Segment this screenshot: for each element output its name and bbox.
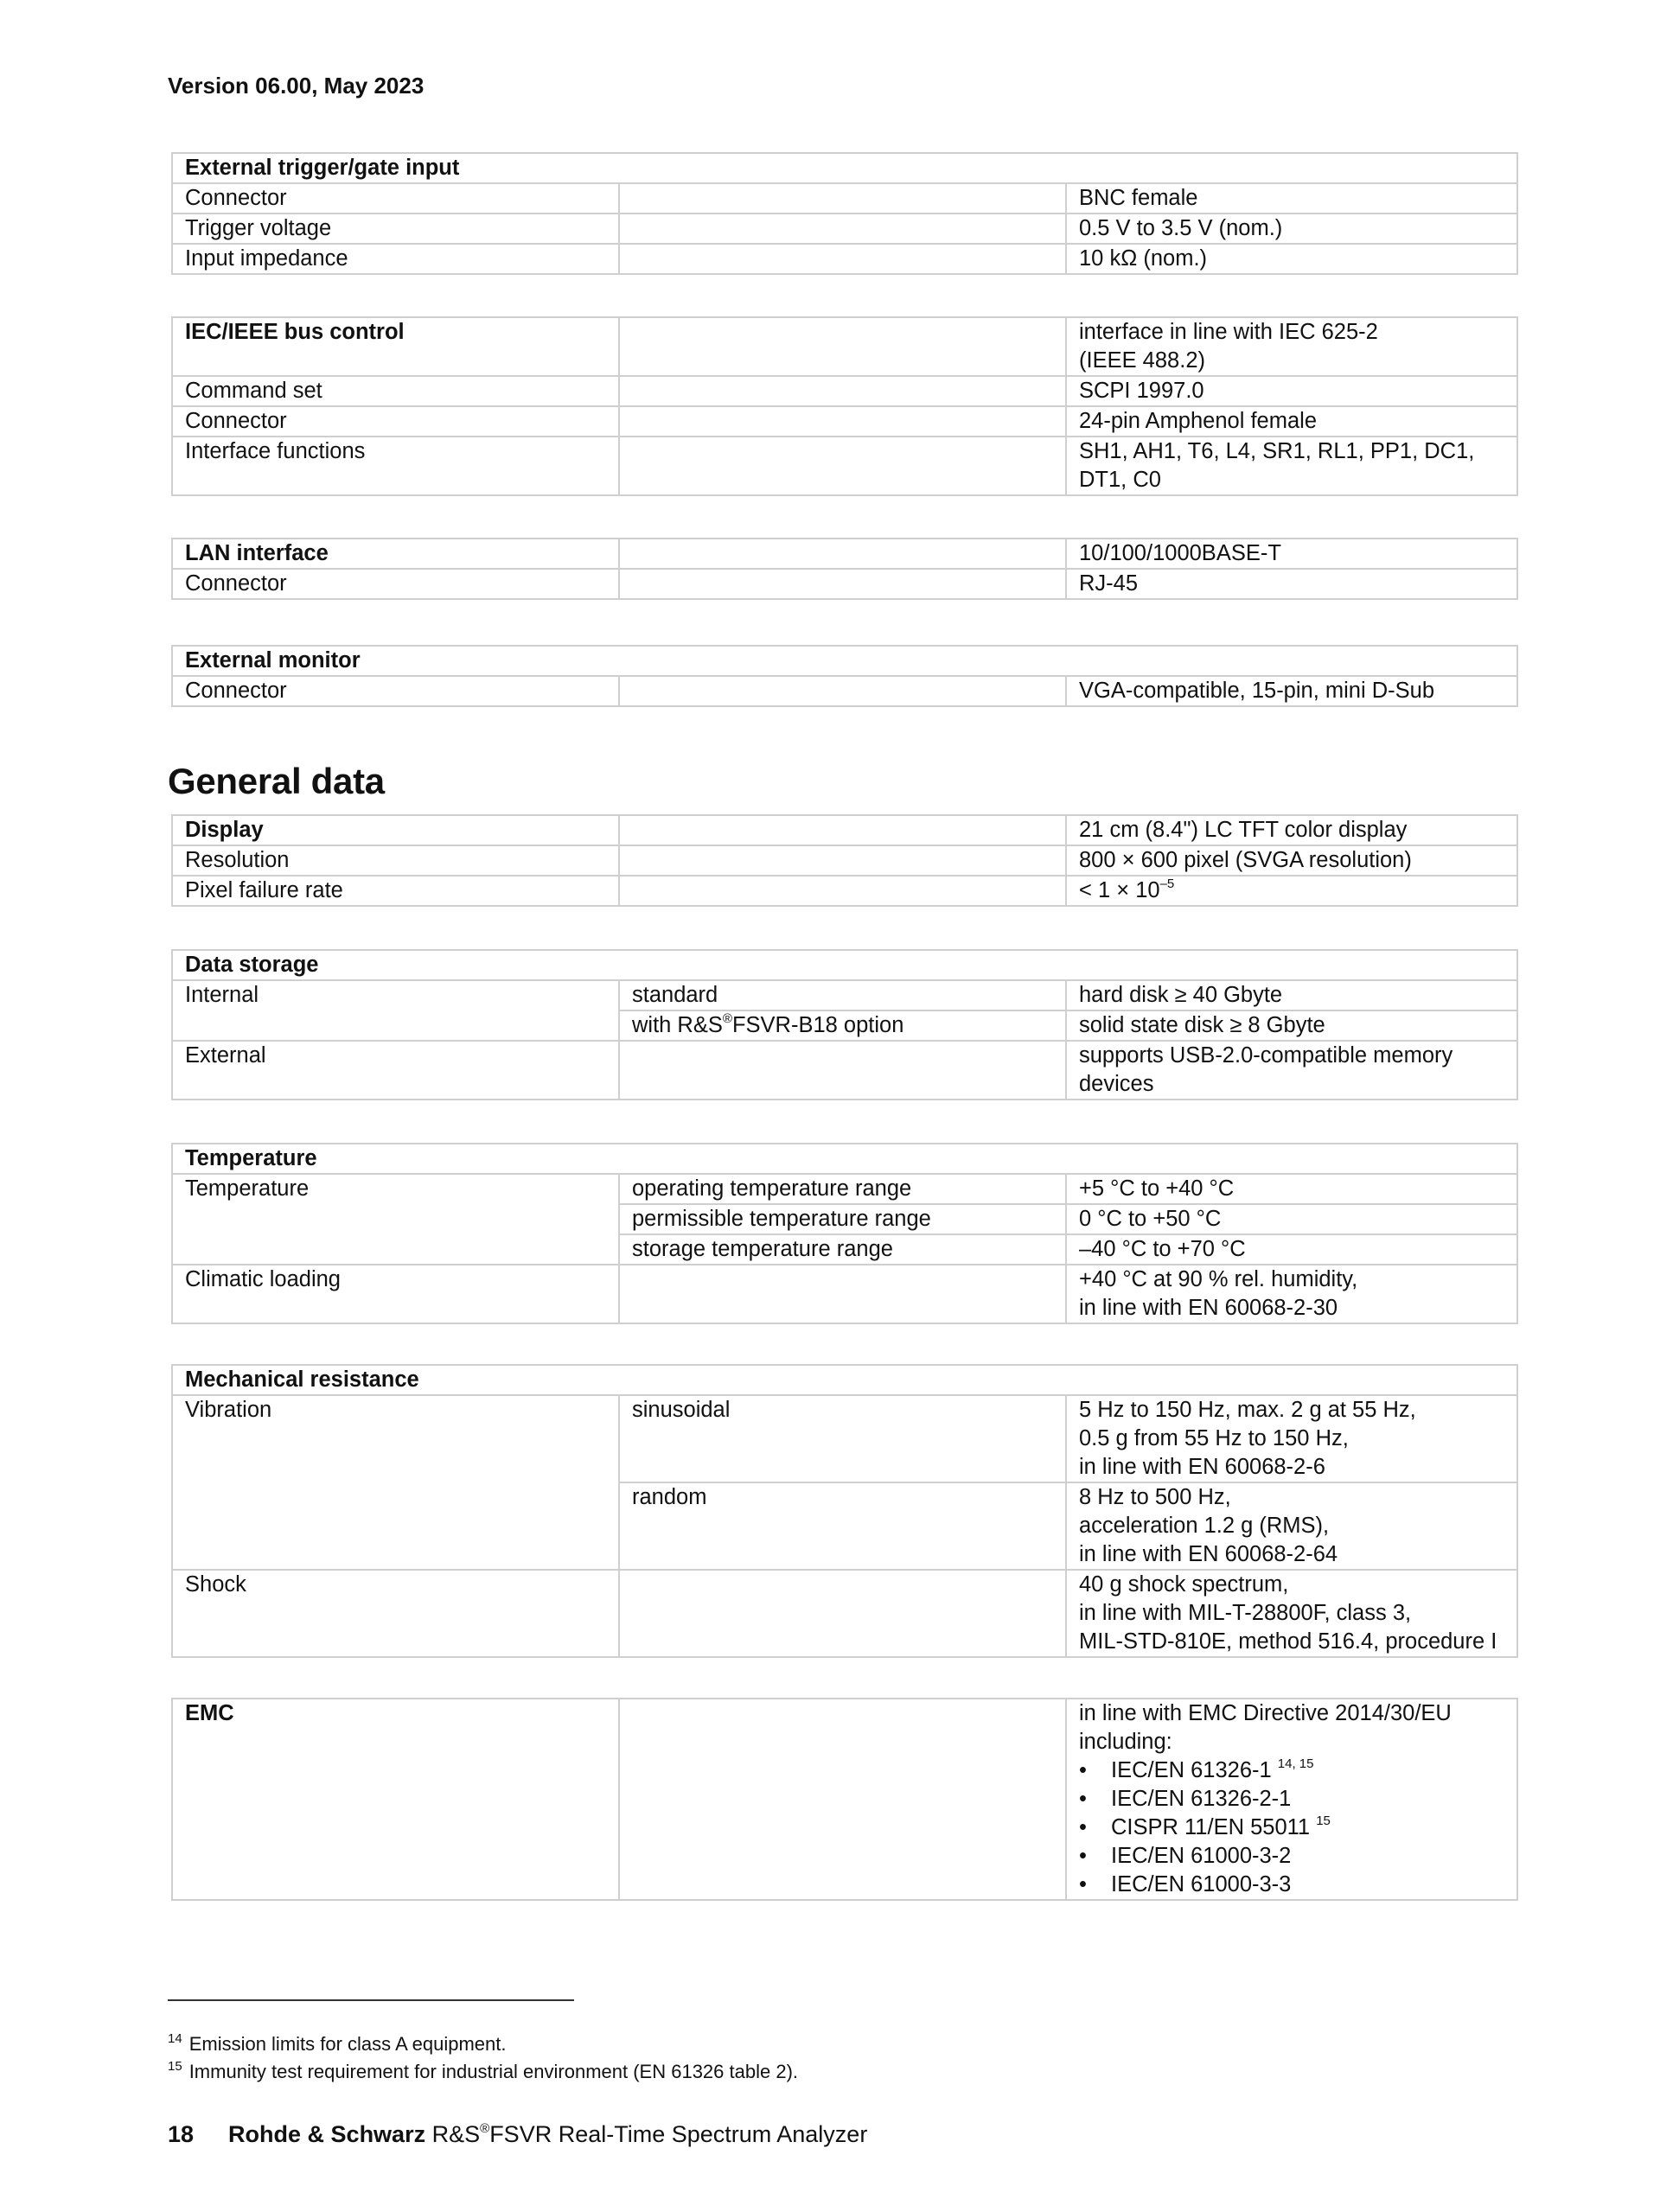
table-title: External trigger/gate input [172,153,1517,183]
table-title: Display [172,815,619,845]
bullet-icon: • [1079,1787,1087,1811]
table-header-row [172,815,1517,845]
list-item [1079,1842,1504,1871]
table-title: Temperature [172,1144,1517,1174]
row-value: 0.5 V to 3.5 V (nom.) [1066,214,1517,244]
row-condition [619,1010,1066,1041]
table-header-row [172,317,1517,376]
iec-bus-table [171,316,1518,496]
footnote-divider [168,1999,574,2001]
table-row [172,406,1517,437]
brand-name: Rohde & Schwarz [228,2121,426,2147]
cond-text: FSVR-B18 option [731,1013,904,1037]
table-row [172,183,1517,214]
footnote-14 [168,2033,507,2056]
table-header-row [172,539,1517,569]
table-header-row [172,950,1517,980]
lan-interface-table [171,538,1518,600]
row-condition [619,376,1066,406]
emc-table [171,1698,1518,1901]
standard-text: IEC/EN 61000-3-2 [1111,1844,1292,1868]
row-label: Internal [172,980,619,1041]
table-row [172,214,1517,244]
row-value: 800 × 600 pixel (SVGA resolution) [1066,845,1517,876]
row-value: SCPI 1997.0 [1066,376,1517,406]
table-row [172,376,1517,406]
table-row [172,1041,1517,1100]
row-label: Command set [172,376,619,406]
registered-mark: ® [480,2121,490,2136]
bullet-icon: • [1079,1872,1087,1896]
row-condition [619,1570,1066,1657]
row-condition [619,1041,1066,1100]
row-value [1066,1699,1517,1900]
emc-intro: in line with EMC Directive 2014/30/EU including: [1079,1701,1452,1754]
footnote-text: Emission limits for class A equipment. [188,2033,507,2055]
row-label: Connector [172,676,619,706]
row-label: Vibration [172,1395,619,1570]
table-row [172,437,1517,495]
row-condition: sinusoidal [619,1395,1066,1482]
product-name: R&S [425,2121,481,2147]
row-label: Pixel failure rate [172,876,619,906]
table-row [172,244,1517,274]
row-condition [619,876,1066,906]
table-row [172,676,1517,706]
table-title: LAN interface [172,539,619,569]
table-row [172,1174,1517,1204]
table-header-row [172,646,1517,676]
version-header: Version 06.00, May 2023 [168,73,425,99]
row-value: RJ-45 [1066,569,1517,599]
row-label: External [172,1041,619,1100]
cond-text: with R&S [632,1013,723,1037]
value-exponent: –5 [1159,877,1175,891]
row-label: Interface functions [172,437,619,495]
row-condition [619,406,1066,437]
row-value: –40 °C to +70 °C [1066,1234,1517,1265]
external-monitor-table [171,645,1518,707]
emc-standards-list [1079,1756,1504,1899]
row-value: supports USB-2.0-compatible memory devices [1066,1041,1517,1100]
table-title: Data storage [172,950,1517,980]
row-value: +40 °C at 90 % rel. humidity, in line with EN 60068-2-30 [1066,1265,1517,1323]
standard-text: IEC/EN 61326-1 [1111,1758,1278,1782]
display-table [171,814,1518,907]
row-value: 5 Hz to 150 Hz, max. 2 g at 55 Hz, 0.5 g from 55 Hz to 150 Hz, in line with EN 60068-2-6 [1066,1395,1517,1482]
table-title: Mechanical resistance [172,1365,1517,1395]
standard-text: CISPR 11/EN 55011 [1111,1815,1317,1839]
list-item [1079,1756,1504,1785]
table-title: EMC [172,1699,619,1900]
list-item [1079,1871,1504,1899]
row-value: hard disk ≥ 40 Gbyte [1066,980,1517,1010]
row-value: 8 Hz to 500 Hz, acceleration 1.2 g (RMS), in line with EN 60068-2-64 [1066,1482,1517,1570]
row-value: interface in line with IEC 625-2 (IEEE 488.2) [1066,317,1517,376]
table-header-row [172,1365,1517,1395]
product-name-rest: FSVR Real-Time Spectrum Analyzer [489,2121,868,2147]
row-label: Shock [172,1570,619,1657]
table-row [172,569,1517,599]
row-value: 0 °C to +50 °C [1066,1204,1517,1234]
row-label: Connector [172,406,619,437]
bullet-icon: • [1079,1815,1087,1839]
row-condition [619,244,1066,274]
footnote-15 [168,2061,798,2083]
row-condition [619,815,1066,845]
row-condition [619,1265,1066,1323]
row-label: Climatic loading [172,1265,619,1323]
table-header-row [172,153,1517,183]
table-row [172,845,1517,876]
table-title: External monitor [172,646,1517,676]
row-value: 10/100/1000BASE-T [1066,539,1517,569]
value-main: < 1 × 10 [1079,878,1160,902]
mechanical-resistance-table [171,1364,1518,1658]
row-value: VGA-compatible, 15-pin, mini D-Sub [1066,676,1517,706]
row-label: Connector [172,183,619,214]
row-condition [619,183,1066,214]
row-value [1066,876,1517,906]
footnote-number: 15 [168,2059,182,2074]
list-item [1079,1814,1504,1842]
footnote-ref: 15 [1316,1814,1331,1828]
row-label: Temperature [172,1174,619,1265]
table-row [172,980,1517,1010]
registered-mark: ® [722,1011,732,1026]
row-value: solid state disk ≥ 8 Gbyte [1066,1010,1517,1041]
row-value: 40 g shock spectrum, in line with MIL-T-28800F, class 3, MIL-STD-810E, method 516.4, procedure I [1066,1570,1517,1657]
data-storage-table [171,949,1518,1100]
row-value: 21 cm (8.4") LC TFT color display [1066,815,1517,845]
list-item [1079,1785,1504,1814]
section-title: General data [168,761,385,801]
bullet-icon: • [1079,1844,1087,1868]
table-header-row [172,1144,1517,1174]
row-value: SH1, AH1, T6, L4, SR1, RL1, PP1, DC1, DT1, C0 [1066,437,1517,495]
row-condition [619,1699,1066,1900]
row-condition [619,845,1066,876]
table-row [172,1265,1517,1323]
row-condition [619,676,1066,706]
row-label: Resolution [172,845,619,876]
row-condition: storage temperature range [619,1234,1066,1265]
row-label: Connector [172,569,619,599]
row-condition: standard [619,980,1066,1010]
table-title: IEC/IEEE bus control [172,317,619,376]
row-condition: permissible temperature range [619,1204,1066,1234]
row-condition: random [619,1482,1066,1570]
table-header-row [172,1699,1517,1900]
row-condition [619,539,1066,569]
page-number: 18 [168,2121,195,2147]
row-condition [619,317,1066,376]
standard-text: IEC/EN 61326-2-1 [1111,1787,1292,1811]
row-condition [619,569,1066,599]
page-footer [168,2121,867,2148]
external-trigger-table [171,152,1518,275]
row-label: Input impedance [172,244,619,274]
row-value: 24-pin Amphenol female [1066,406,1517,437]
temperature-table [171,1143,1518,1324]
table-row [172,1570,1517,1657]
footnote-text: Immunity test requirement for industrial environment (EN 61326 table 2). [188,2061,799,2082]
standard-text: IEC/EN 61000-3-3 [1111,1872,1292,1896]
footnote-ref: 14, 15 [1277,1756,1314,1771]
row-value: +5 °C to +40 °C [1066,1174,1517,1204]
row-value: 10 kΩ (nom.) [1066,244,1517,274]
row-label: Trigger voltage [172,214,619,244]
row-condition: operating temperature range [619,1174,1066,1204]
table-row [172,876,1517,906]
row-condition [619,214,1066,244]
row-condition [619,437,1066,495]
footnote-number: 14 [168,2031,182,2046]
row-value: BNC female [1066,183,1517,214]
bullet-icon: • [1079,1758,1087,1782]
table-row [172,1395,1517,1482]
